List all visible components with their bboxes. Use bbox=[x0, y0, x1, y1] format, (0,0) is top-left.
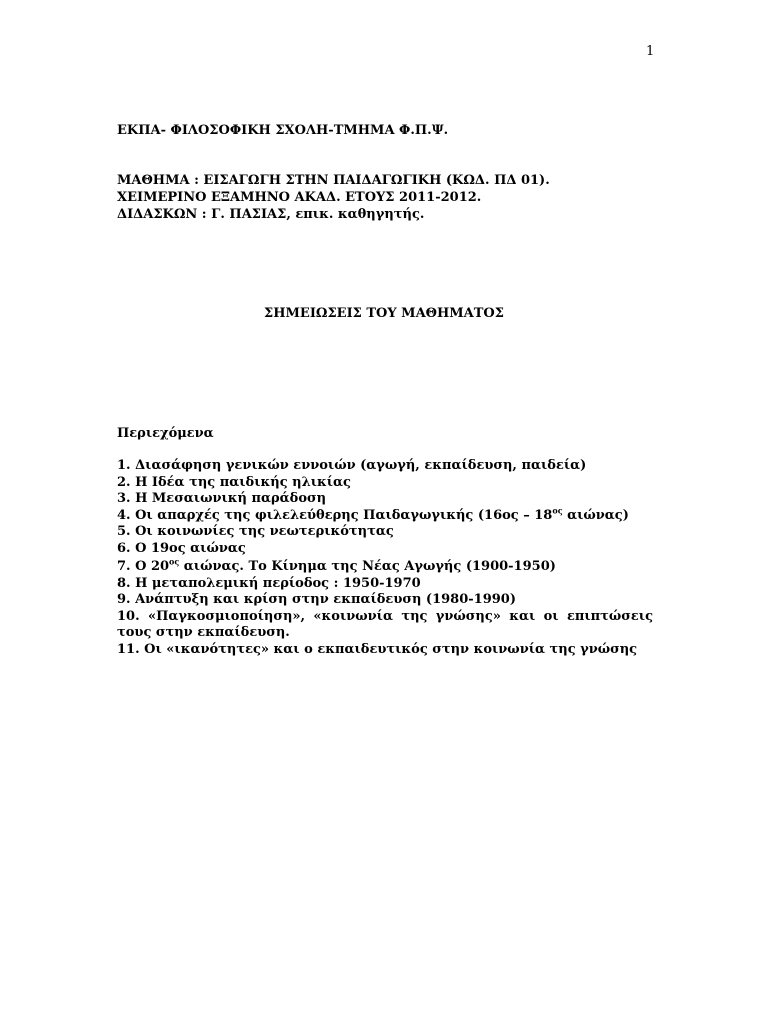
toc-item-1: 1. Διασάφηση γενικών εννοιών (αγωγή, εκπαίδευση, παιδεία) bbox=[117, 458, 587, 473]
toc-item-7 bbox=[117, 556, 653, 576]
toc-item-11: 11. Οι «ικανότητες» και ο εκπαιδευτικός στην κοινωνία της γνώσης bbox=[117, 641, 638, 657]
page-number: 1 bbox=[646, 44, 655, 59]
toc-item-9: 9. Ανάπτυξη και κρίση στην εκπαίδευση (1980-1990) bbox=[117, 592, 516, 607]
course-subject: ΜΑΘΗΜΑ : ΕΙΣΑΓΩΓΗ ΣΤΗΝ ΠΑΙΔΑΓΩΓΙΚΗ (ΚΩΔ. ΠΔ 01). bbox=[117, 173, 550, 188]
institution-header: ΕΚΠΑ- ΦΙΛΟΣΟΦΙΚΗ ΣΧΟΛΗ-ΤΜΗΜΑ Φ.Π.Ψ. bbox=[117, 123, 449, 138]
toc-item-2: 2. Η Ιδέα της παιδικής ηλικίας bbox=[117, 474, 351, 490]
contents-heading: Περιεχόμενα bbox=[117, 426, 214, 441]
toc-item-7-text: 7. Ο 20 bbox=[117, 559, 170, 574]
toc-item-4-superscript: ος bbox=[552, 505, 563, 516]
toc-item-4 bbox=[117, 505, 653, 525]
toc-item-6: 6. Ο 19ος αιώνας bbox=[117, 540, 246, 556]
toc-item-8: 8. Η μεταπολεμική περίοδος : 1950-1970 bbox=[117, 575, 421, 591]
course-instructor: ΔΙΔΑΣΚΩΝ : Γ. ΠΑΣΙΑΣ, επικ. καθηγητής. bbox=[117, 207, 425, 222]
toc-item-7-superscript: ος bbox=[169, 556, 180, 567]
toc-item-5: 5. Οι κοινωνίες της νεωτερικότητας bbox=[117, 524, 394, 539]
document-title: ΣΗΜΕΙΩΣΕΙΣ ΤΟΥ ΜΑΘΗΜΑΤΟΣ bbox=[264, 306, 504, 321]
toc-item-4-text: 4. Οι απαρχές της φιλελεύθερης Παιδαγωγικής (16ος – 18 bbox=[117, 507, 553, 523]
toc-item-3: 3. Η Μεσαιωνική παράδοση bbox=[117, 491, 327, 506]
toc-item-7-suffix: αιώνας. Το Κίνημα της Νέας Αγωγής (1900-1950) bbox=[179, 559, 556, 574]
course-semester: ΧΕΙΜΕΡΙΝΟ ΕΞΑΜΗΝΟ ΑΚΑΔ. ΕΤΟΥΣ 2011-2012. bbox=[117, 190, 482, 205]
table-of-contents bbox=[117, 458, 653, 658]
course-info bbox=[117, 172, 550, 223]
toc-item-4-suffix: αιώνας) bbox=[562, 507, 629, 523]
toc-item-10: 10. «Παγκοσμιοποίηση», «κοινωνία της γνώσης» και οι επιπτώσεις τους στην εκπαίδευση. bbox=[117, 608, 653, 640]
